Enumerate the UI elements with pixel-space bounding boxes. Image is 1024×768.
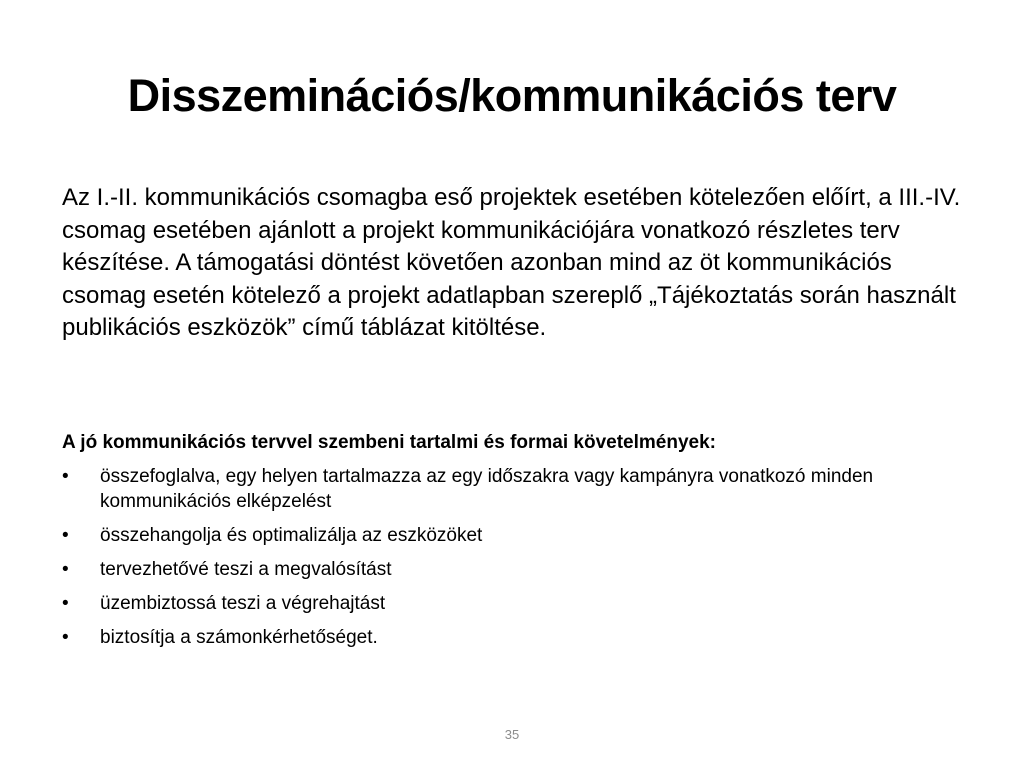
bullet-icon: • — [62, 466, 69, 487]
list-item-text: tervezhetővé teszi a megvalósítást — [100, 559, 392, 580]
bullet-icon: • — [62, 525, 69, 546]
requirements-list — [62, 464, 962, 659]
list-item-text: biztosítja a számonkérhetőséget. — [100, 627, 378, 648]
list-item — [62, 523, 962, 548]
requirements-heading: A jó kommunikációs tervvel szembeni tartalmi és formai követelmények: — [62, 432, 716, 453]
list-item — [62, 625, 962, 650]
slide-title: Disszeminációs/kommunikációs terv — [127, 70, 897, 121]
list-item — [62, 464, 962, 514]
list-item-text: üzembiztossá teszi a végrehajtást — [100, 593, 386, 614]
list-item-text: összefoglalva, egy helyen tartalmazza az egy időszakra vagy kampányra vonatkozó minden kommunikációs elképzelést — [100, 466, 874, 512]
bullet-icon: • — [62, 593, 69, 614]
intro-paragraph: Az I.-II. kommunikációs csomagba eső projektek esetében kötelezően előírt, a III.-IV. csomag esetében ajánlott a projekt kommunikációjára vonatkozó részletes terv készítése. A támogatási döntést követően azonban mind az öt kommunikációs csomag esetén kötelező a projekt adatlapban szereplő „Tájékoztatás során használt publikációs eszközök” című táblázat kitöltése. — [62, 184, 961, 341]
bullet-icon: • — [62, 559, 69, 580]
list-item — [62, 591, 962, 616]
list-item — [62, 557, 962, 582]
bullet-icon: • — [62, 627, 69, 648]
list-item-text: összehangolja és optimalizálja az eszközöket — [100, 525, 483, 546]
page-number: 35 — [504, 727, 520, 742]
